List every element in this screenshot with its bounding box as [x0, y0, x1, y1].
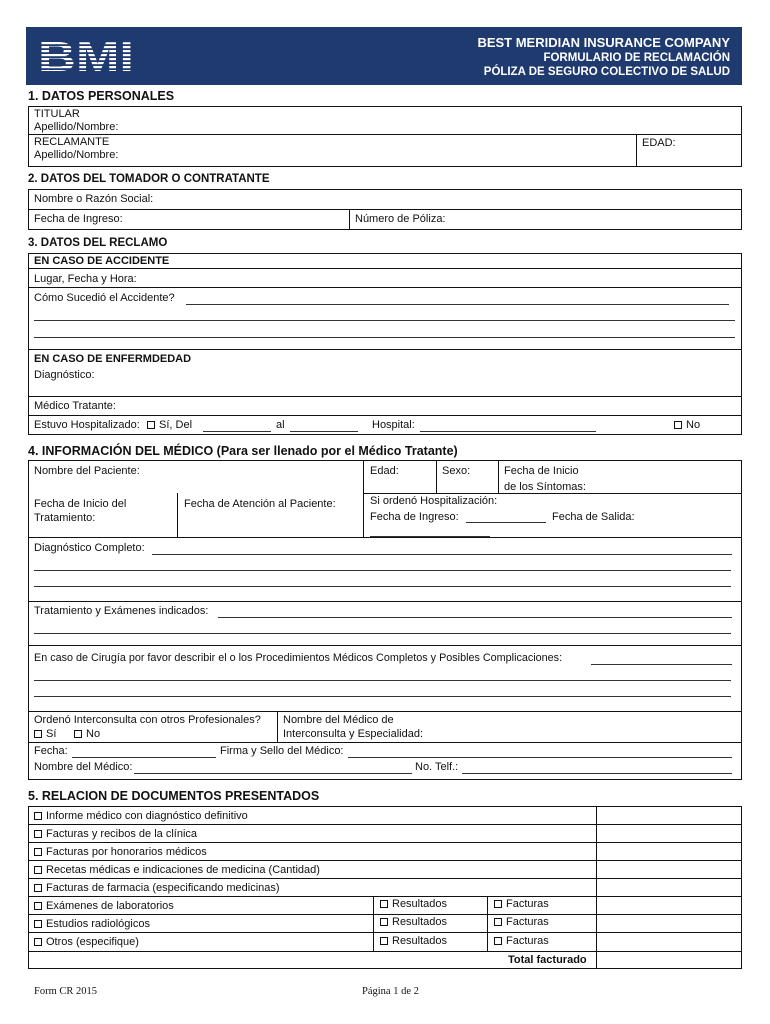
lab-resultados-checkbox[interactable]: Resultados [380, 898, 447, 911]
tratamiento-field[interactable]: Tratamiento y Exámenes indicados: [34, 605, 209, 617]
inicio-tratamiento-label-1: Fecha de Inicio del [34, 498, 127, 510]
nombre-medico-interconsulta-field[interactable]: Interconsulta y Especialidad: [283, 728, 424, 740]
otros-facturas-checkbox[interactable]: Facturas [494, 935, 549, 948]
fecha-field[interactable]: Fecha: [34, 745, 68, 757]
section-1-box [28, 106, 742, 167]
hospitalizado-label: Estuvo Hospitalizado: [34, 419, 140, 431]
nombre-medico-interconsulta-label: Nombre del Médico de [283, 714, 394, 726]
rad-resultados-checkbox[interactable]: Resultados [380, 916, 447, 929]
titular-label: TITULAR [34, 108, 80, 120]
nombre-paciente-field[interactable]: Nombre del Paciente: [34, 465, 140, 477]
svg-text:BMI: BMI [38, 34, 134, 76]
reclamante-label: RECLAMANTE [34, 136, 110, 148]
lab-facturas-checkbox[interactable]: Facturas [494, 898, 549, 911]
edad-field[interactable]: EDAD: [642, 137, 676, 149]
doc-laboratorios-checkbox[interactable]: Exámenes de laboratorios [34, 900, 174, 913]
section-5-title: 5. RELACION DE DOCUMENTOS PRESENTADOS [28, 789, 320, 803]
como-sucedio-field[interactable]: Cómo Sucedió el Accidente? [34, 292, 175, 304]
form-title: FORMULARIO DE RECLAMACIÓN [543, 52, 730, 64]
tomador-nombre-field[interactable]: Nombre o Razón Social: [34, 193, 154, 205]
hospitalizado-no-checkbox[interactable]: No [674, 419, 700, 432]
rad-facturas-checkbox[interactable]: Facturas [494, 916, 549, 929]
hospitalizado-si-checkbox[interactable]: Sí, Del [147, 419, 192, 432]
paciente-sexo-field[interactable]: Sexo: [442, 465, 471, 477]
reclamante-name-field[interactable]: Apellido/Nombre: [34, 149, 119, 161]
numero-poliza-field[interactable]: Número de Póliza: [355, 213, 446, 225]
interconsulta-si-checkbox[interactable]: Sí [34, 728, 56, 741]
policy-title: PÓLIZA DE SEGURO COLECTIVO DE SALUD [483, 66, 730, 78]
fecha-ingreso-field[interactable]: Fecha de Ingreso: [370, 511, 459, 523]
doc-informe-medico-checkbox[interactable]: Informe médico con diagnóstico definitivo [34, 810, 248, 823]
fecha-atencion-field[interactable]: Fecha de Atención al Paciente: [184, 498, 336, 510]
doc-farmacia-checkbox[interactable]: Facturas de farmacia (especificando medicinas) [34, 882, 280, 895]
doc-otros-checkbox[interactable]: Otros (especifique) [34, 936, 139, 949]
doc-radiologicos-checkbox[interactable]: Estudios radiológicos [34, 918, 150, 931]
section-4-title: 4. INFORMACIÓN DEL MÉDICO (Para ser llenado por el Médico Tratante) [28, 444, 458, 458]
hospitalizacion-label: Si ordenó Hospitalización: [370, 495, 498, 507]
section-3-title: 3. DATOS DEL RECLAMO [28, 237, 168, 249]
lugar-fecha-hora-field[interactable]: Lugar, Fecha y Hora: [34, 273, 137, 285]
paciente-edad-field[interactable]: Edad: [370, 465, 399, 477]
total-facturado-label: Total facturado [508, 954, 587, 966]
form-code: Form CR 2015 [34, 986, 98, 997]
telefono-field[interactable]: No. Telf.: [415, 761, 459, 773]
page-number: Página 1 de 2 [362, 986, 419, 997]
interconsulta-label: Ordenó Interconsulta con otros Profesionales? [34, 714, 261, 726]
doc-honorarios-checkbox[interactable]: Facturas por honorarios médicos [34, 846, 207, 859]
enfermedad-title: EN CASO DE ENFERMDEDAD [34, 353, 192, 365]
inicio-sintomas-field[interactable]: de los Síntomas: [504, 481, 586, 493]
diagnostico-field[interactable]: Diagnóstico: [34, 369, 95, 381]
fecha-salida-field[interactable]: Fecha de Salida: [552, 511, 635, 523]
hospital-field[interactable]: Hospital: [372, 419, 415, 431]
section-1-title: 1. DATOS PERSONALES [28, 89, 175, 103]
section-2-title: 2. DATOS DEL TOMADOR O CONTRATANTE [28, 173, 270, 185]
cirugia-field[interactable]: En caso de Cirugía por favor describir el o los Procedimientos Médicos Completos y Posibles Complicaciones: [34, 652, 563, 664]
diagnostico-completo-field[interactable]: Diagnóstico Completo: [34, 542, 145, 554]
bmi-logo [36, 34, 138, 76]
company-name: BEST MERIDIAN INSURANCE COMPANY [477, 35, 730, 50]
otros-resultados-checkbox[interactable]: Resultados [380, 935, 447, 948]
nombre-medico-field[interactable]: Nombre del Médico: [34, 761, 133, 773]
al-label: al [276, 419, 285, 431]
inicio-sintomas-label-1: Fecha de Inicio [504, 465, 579, 477]
doc-facturas-clinica-checkbox[interactable]: Facturas y recibos de la clínica [34, 828, 197, 841]
titular-name-field[interactable]: Apellido/Nombre: [34, 121, 119, 133]
doc-recetas-checkbox[interactable]: Recetas médicas e indicaciones de medicina (Cantidad) [34, 864, 320, 877]
medico-tratante-field[interactable]: Médico Tratante: [34, 400, 116, 412]
interconsulta-no-checkbox[interactable]: No [74, 728, 100, 741]
inicio-tratamiento-field[interactable]: Tratamiento: [34, 512, 96, 524]
accidente-title: EN CASO DE ACCIDENTE [34, 255, 170, 267]
firma-sello-field[interactable]: Firma y Sello del Médico: [220, 745, 344, 757]
tomador-fecha-ingreso-field[interactable]: Fecha de Ingreso: [34, 213, 123, 225]
